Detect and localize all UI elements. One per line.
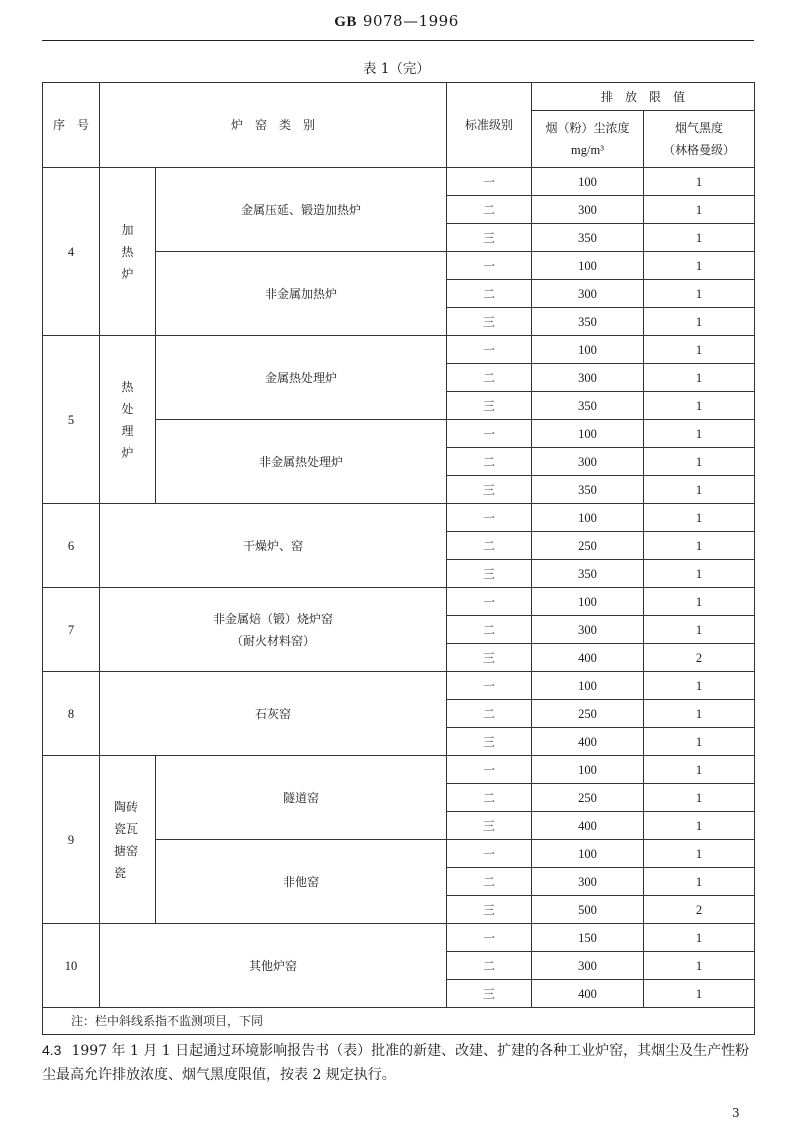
table-row (43, 924, 755, 952)
level-cell: 二 (447, 784, 532, 812)
subcategory-cell: 非金属加热炉 (156, 252, 447, 336)
dust-cell: 100 (532, 672, 644, 700)
subcategory-cell: 金属压延、锻造加热炉 (156, 168, 447, 252)
level-cell: 三 (447, 308, 532, 336)
category-line: 干燥炉、窑 (242, 538, 303, 553)
category-char: 加 (121, 222, 134, 237)
note-row (43, 1008, 755, 1035)
category-cell (100, 504, 447, 588)
category-cell (100, 924, 447, 1008)
black-cell: 1 (644, 476, 755, 504)
black-cell: 1 (644, 392, 755, 420)
dust-cell: 300 (532, 280, 644, 308)
category-char: 理 (121, 423, 134, 438)
level-header: 标准级别 (447, 83, 532, 168)
dust-cell: 100 (532, 420, 644, 448)
dust-cell: 100 (532, 840, 644, 868)
page-number: 3 (732, 1106, 740, 1120)
level-cell: 三 (447, 224, 532, 252)
black-cell: 1 (644, 336, 755, 364)
seq-cell: 8 (43, 672, 100, 756)
category-line: 瓷 (114, 865, 127, 880)
dust-cell: 400 (532, 812, 644, 840)
category-char: 热 (121, 244, 134, 259)
level-cell: 二 (447, 700, 532, 728)
black-cell: 1 (644, 280, 755, 308)
level-cell: 一 (447, 420, 532, 448)
level-cell: 一 (447, 252, 532, 280)
level-cell: 一 (447, 840, 532, 868)
seq-cell: 9 (43, 756, 100, 924)
level-cell: 三 (447, 896, 532, 924)
subcategory-cell: 金属热处理炉 (156, 336, 447, 420)
subcategory-cell: 非他窑 (156, 840, 447, 924)
seq-header: 序 号 (43, 83, 100, 168)
black-cell: 1 (644, 728, 755, 756)
clause-paragraph (42, 1038, 754, 1087)
table-caption: 表 1（完） (363, 61, 430, 77)
dust-cell: 250 (532, 700, 644, 728)
level-cell: 二 (447, 196, 532, 224)
dust-cell: 400 (532, 980, 644, 1008)
dust-cell: 400 (532, 644, 644, 672)
dust-header-unit: mg/m³ (571, 143, 604, 157)
black-cell: 1 (644, 672, 755, 700)
level-cell: 一 (447, 336, 532, 364)
dust-cell: 350 (532, 224, 644, 252)
black-cell: 1 (644, 588, 755, 616)
dust-cell: 250 (532, 784, 644, 812)
level-cell: 一 (447, 924, 532, 952)
black-cell: 1 (644, 784, 755, 812)
category-char: 炉 (121, 445, 134, 460)
level-cell: 二 (447, 616, 532, 644)
dust-cell: 350 (532, 560, 644, 588)
category-line: 瓷瓦 (114, 821, 139, 836)
level-cell: 三 (447, 476, 532, 504)
black-cell: 2 (644, 896, 755, 924)
table-row (43, 336, 755, 364)
dust-cell: 100 (532, 252, 644, 280)
level-cell: 一 (447, 504, 532, 532)
black-cell: 1 (644, 952, 755, 980)
category-line: 非金属焙（锻）烧炉窑 (212, 611, 333, 626)
dust-cell: 300 (532, 952, 644, 980)
category-cell (100, 168, 156, 336)
header-rule (42, 40, 754, 41)
black-cell: 1 (644, 252, 755, 280)
table-row (43, 756, 755, 784)
black-cell: 1 (644, 448, 755, 476)
black-cell: 1 (644, 756, 755, 784)
black-cell: 1 (644, 616, 755, 644)
dust-header (532, 111, 644, 168)
seq-cell: 6 (43, 504, 100, 588)
level-cell: 三 (447, 392, 532, 420)
dust-cell: 100 (532, 168, 644, 196)
category-char: 炉 (121, 266, 134, 281)
table-row (43, 504, 755, 532)
level-cell: 三 (447, 980, 532, 1008)
dust-cell: 250 (532, 532, 644, 560)
level-cell: 三 (447, 728, 532, 756)
dust-cell: 300 (532, 448, 644, 476)
level-cell: 一 (447, 672, 532, 700)
clause-text: 1997 年 1 月 1 日起通过环境影响报告书（表）批准的新建、改建、扩建的各种工业炉窑，其烟尘及生产性粉尘最高允许排放浓度、烟气黑度限值，按表 2 规定执行。 (42, 1043, 750, 1083)
level-cell: 二 (447, 280, 532, 308)
table-note: 注：栏中斜线系指不监测项目，下同 (43, 1008, 755, 1035)
black-cell: 1 (644, 532, 755, 560)
level-cell: 二 (447, 448, 532, 476)
dust-cell: 100 (532, 504, 644, 532)
dust-cell: 100 (532, 756, 644, 784)
black-cell: 1 (644, 196, 755, 224)
table-row (43, 168, 755, 196)
level-cell: 三 (447, 812, 532, 840)
limit-header: 排 放 限 值 (532, 83, 755, 111)
black-cell: 1 (644, 700, 755, 728)
category-cell (100, 588, 447, 672)
category-cell (100, 336, 156, 504)
category-line: 石灰窑 (254, 706, 291, 721)
dust-cell: 350 (532, 308, 644, 336)
emission-limits-table (42, 82, 755, 1035)
black-cell: 1 (644, 840, 755, 868)
category-cell (100, 756, 156, 924)
category-header: 炉 窑 类 别 (100, 83, 447, 168)
black-cell: 2 (644, 644, 755, 672)
level-cell: 二 (447, 364, 532, 392)
black-cell: 1 (644, 560, 755, 588)
black-cell: 1 (644, 308, 755, 336)
seq-cell: 7 (43, 588, 100, 672)
dust-cell: 400 (532, 728, 644, 756)
category-line: （耐火材料窑） (230, 633, 315, 648)
category-line: 陶砖 (114, 799, 139, 814)
category-line: 其他炉窑 (248, 958, 297, 973)
level-cell: 三 (447, 644, 532, 672)
black-cell: 1 (644, 868, 755, 896)
table-row (43, 588, 755, 616)
black-cell: 1 (644, 980, 755, 1008)
dust-header-label: 烟（粉）尘浓度 (545, 121, 630, 135)
dust-cell: 300 (532, 616, 644, 644)
dust-cell: 300 (532, 196, 644, 224)
dust-cell: 100 (532, 336, 644, 364)
dust-cell: 350 (532, 392, 644, 420)
clause-number: 4.3 (42, 1042, 62, 1058)
category-line: 搪窑 (114, 843, 139, 858)
dust-cell: 300 (532, 364, 644, 392)
dust-cell: 300 (532, 868, 644, 896)
seq-cell: 5 (43, 336, 100, 504)
seq-cell: 10 (43, 924, 100, 1008)
category-char: 热 (121, 379, 134, 394)
black-cell: 1 (644, 504, 755, 532)
running-header (0, 12, 793, 31)
level-cell: 一 (447, 588, 532, 616)
level-cell: 一 (447, 756, 532, 784)
black-cell: 1 (644, 168, 755, 196)
category-cell (100, 672, 447, 756)
dust-cell: 100 (532, 588, 644, 616)
level-cell: 二 (447, 952, 532, 980)
dust-cell: 350 (532, 476, 644, 504)
subcategory-cell: 隧道窑 (156, 756, 447, 840)
black-cell: 1 (644, 224, 755, 252)
subcategory-cell: 非金属热处理炉 (156, 420, 447, 504)
category-char: 处 (121, 401, 134, 416)
level-cell: 二 (447, 868, 532, 896)
black-header (644, 111, 755, 168)
black-cell: 1 (644, 420, 755, 448)
level-cell: 一 (447, 168, 532, 196)
standard-code: GB (334, 14, 357, 30)
standard-number: 9078—1996 (362, 12, 459, 30)
header-row (43, 83, 755, 111)
black-cell: 1 (644, 364, 755, 392)
level-cell: 三 (447, 560, 532, 588)
black-cell: 1 (644, 924, 755, 952)
level-cell: 二 (447, 532, 532, 560)
black-header-sub: （林格曼级） (662, 143, 735, 157)
black-cell: 1 (644, 812, 755, 840)
dust-cell: 150 (532, 924, 644, 952)
black-header-label: 烟气黑度 (674, 121, 723, 135)
seq-cell: 4 (43, 168, 100, 336)
dust-cell: 500 (532, 896, 644, 924)
table-row (43, 672, 755, 700)
